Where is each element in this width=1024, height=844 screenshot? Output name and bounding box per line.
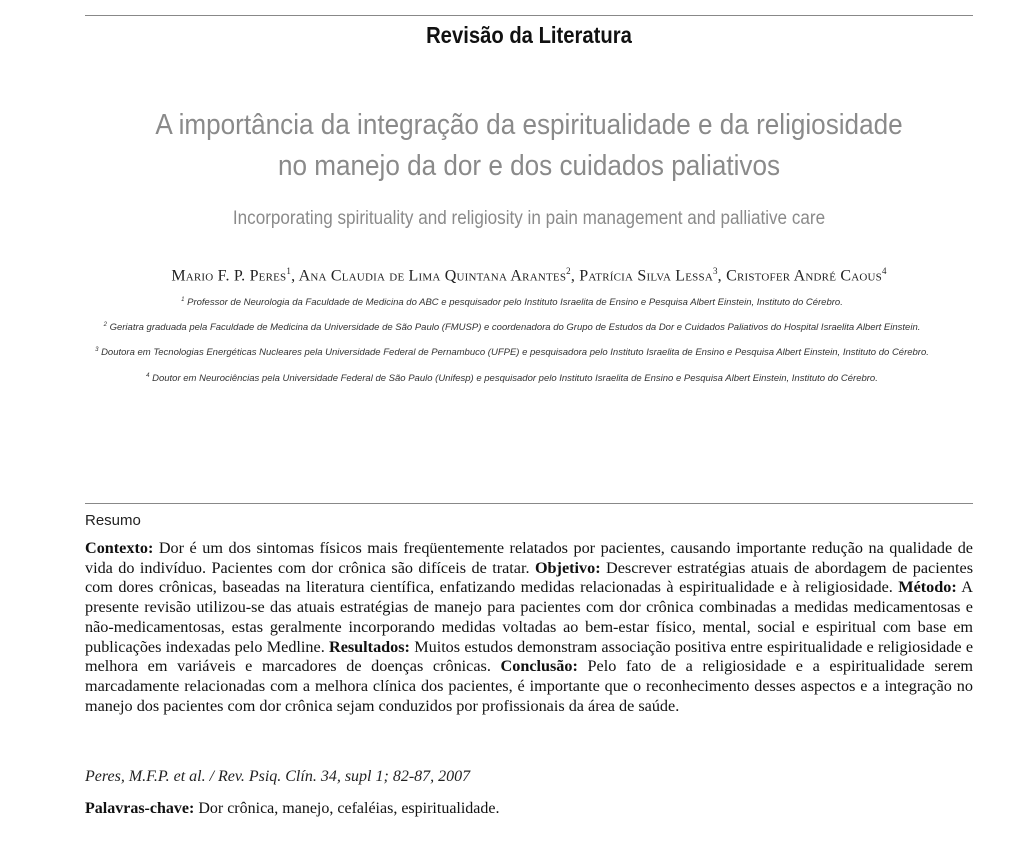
author-name: Mario F. P. Peres [171, 267, 287, 285]
affiliation-3 [0, 347, 1024, 358]
affiliation-sup: 2 [103, 322, 107, 328]
affiliation-1 [0, 297, 1024, 308]
author-sup: 3 [712, 266, 718, 276]
author-list: Mario F. P. Peres$^1$, Ana Claudia de Lima Quintana Arantes$^2$, Patrícia Silva Lessa$^3$, Cristofer André Caous$^4$ [171, 266, 887, 285]
top-rule [85, 15, 973, 16]
contexto-label: Contexto: [85, 539, 154, 557]
metodo-label: Método: [898, 578, 957, 597]
conclusao-label: Conclusão: [500, 657, 578, 676]
affiliation-4 [0, 373, 1024, 384]
abstract-heading: Resumo [85, 512, 141, 529]
affiliation-text: Doutor em Neurociências pela Universidade Federal de São Paulo (Unifesp) e pesquisador pelo Instituto Israelita de Ensino e Pesquisa Albert Einstein, Instituto do Cérebro. [152, 373, 878, 385]
affiliation-text: Geriatra graduada pela Faculdade de Medicina da Universidade de São Paulo (FMUSP) e coordenadora do Grupo de Estudos da Dor e Cuidados Paliativos do Hospital Israelita Albert Einstein. [109, 322, 921, 334]
keywords-text: Dor crônica, manejo, cefaléias, espiritualidade. [194, 800, 500, 817]
abstract-body [85, 539, 973, 716]
author-name: Cristofer André Caous [726, 267, 882, 285]
affiliation-2 [0, 322, 1024, 333]
resultados-label: Resultados: [329, 637, 410, 656]
author-sup: 4 [881, 266, 887, 276]
title-pt-line-2: no manejo da dor e dos cuidados paliativos [277, 150, 781, 182]
abstract-rule [85, 503, 973, 504]
resultados-text: Muitos estudos demonstram associação positiva entre espiritualidade e religiosidade e melhora em variáveis e marcadores de doenças crônicas. [85, 637, 973, 676]
author-sup: 2 [566, 266, 571, 276]
objetivo-text: Descrever estratégias atuais de abordagem de pacientes com dores crônicas, baseadas na literatura científica, enfatizando medidas relacionadas à espiritualidade e à religiosidade. [85, 558, 973, 597]
objetivo-label: Objetivo: [534, 558, 601, 577]
keywords-label: Palavras-chave: [85, 800, 195, 817]
article-title-pt [107, 105, 951, 187]
author-name: Patrícia Silva Lessa [579, 267, 713, 285]
affiliation-sup: 1 [181, 297, 185, 303]
keywords [85, 800, 973, 818]
section-title: Revisão da Literatura [426, 22, 632, 48]
article-title-en: Incorporating spirituality and religiosity in pain management and palliative care [232, 208, 826, 229]
author-sup: 1 [286, 266, 292, 276]
author-name: Ana Claudia de Lima Quintana Arantes [298, 267, 567, 285]
affiliation-sup: 4 [146, 373, 150, 379]
metodo-text: A presente revisão utilizou-se das atuais estratégias de manejo para pacientes com dor crônica combinadas a medidas medicamentosas e não-medicamentosas, estas geralmente incorporando medidas voltadas ao bem-estar físico, mental, social e espiritual com base em publicações indexadas pelo Medline. [85, 578, 974, 656]
title-pt-line-1: A importância da integração da espiritualidade e da religiosidade [155, 109, 903, 141]
affiliation-text: Professor de Neurologia da Faculdade de Medicina do ABC e pesquisador pelo Instituto Israelita de Ensino e Pesquisa Albert Einstein, Instituto do Cérebro. [187, 297, 843, 309]
affiliation-sup: 3 [95, 347, 99, 353]
contexto-text: Dor é um dos sintomas físicos mais freqüentemente relatados por pacientes, causando importante redução na qualidade de vida do indivíduo. Pacientes com dor crônica são difíceis de tratar. [85, 539, 973, 577]
conclusao-text: Pelo fato de a religiosidade e a espiritualidade serem marcadamente relacionadas com a melhora clínica dos pacientes, é importante que o reconhecimento desses aspectos e a integração no manejo dos pacientes com dor crônica sejam conduzidos por profissionais da área de saúde. [85, 657, 973, 715]
affiliation-text: Doutora em Tecnologias Energéticas Nucleares pela Universidade Federal de Pernambuco (UFPE) e pesquisadora pelo Instituto Israelita de Ensino e Pesquisa Albert Einstein, Instituto do Cérebro. [101, 347, 929, 359]
citation: Peres, M.F.P. et al. / Rev. Psiq. Clín. 34, supl 1; 82-87, 2007 [85, 768, 471, 785]
